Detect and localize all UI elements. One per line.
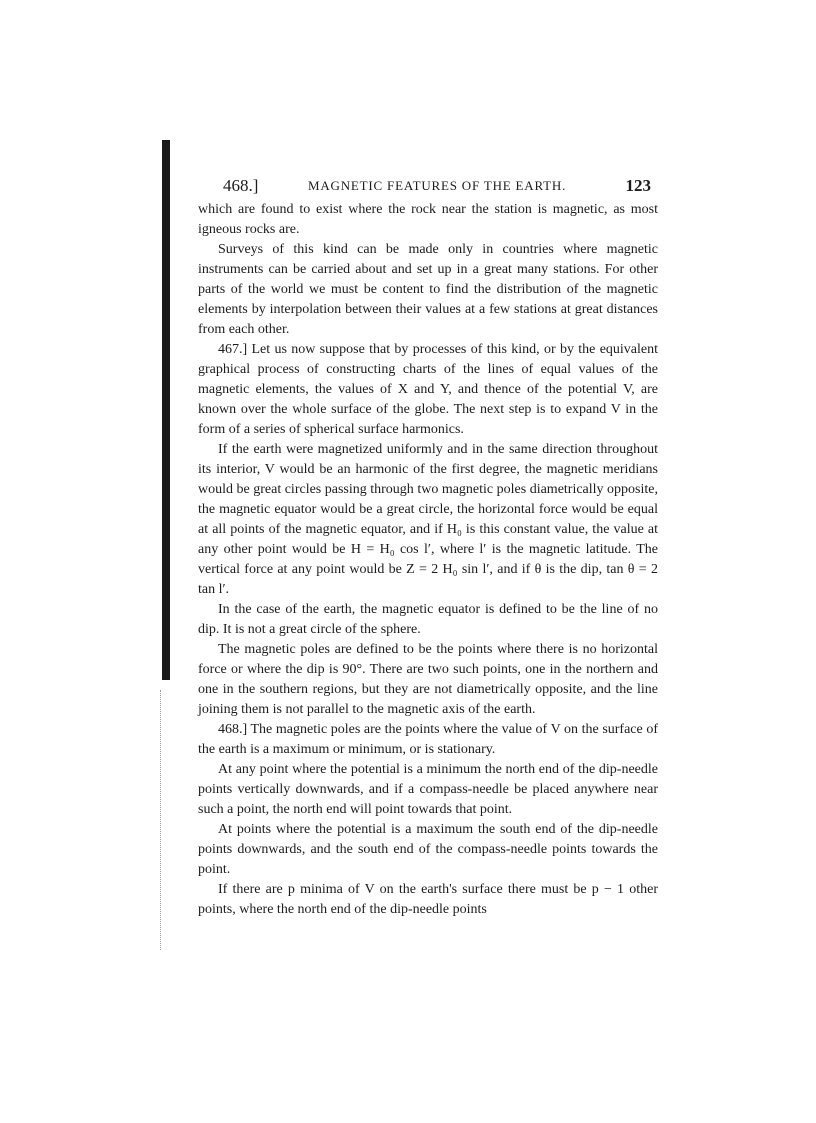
body-text [198, 200, 658, 920]
running-head [198, 172, 658, 200]
paragraph: which are found to exist where the rock near the station is magnetic, as most igneous rocks are. [198, 202, 658, 237]
paragraph: If there are p minima of V on the earth's surface there must be p − 1 other points, where the north end of the dip-needle points [198, 882, 658, 917]
scan-edge-shadow [162, 140, 170, 680]
page-number: 123 [625, 176, 651, 195]
paragraph: Surveys of this kind can be made only in countries where magnetic instruments can be carried about and set up in a great many stations. For other parts of the world we must be content to find the distribution of the magnetic elements by interpolation between their values at a few stations at great distances from each other. [198, 242, 658, 337]
paragraph: If the earth were magnetized uniformly and in the same direction throughout its interior, V would be an harmonic of the first degree, the magnetic meridians would be great circles passing through two magnetic poles diametrically opposite, the magnetic equator would be a great circle, the horizontal force would be equal at all points of the magnetic equator, and if H₀ is this constant value, the value at any other point would be H = H₀ cos l′, where l′ is the magnetic latitude. The vertical force at any point would be Z = 2 H₀ sin l′, and if θ is the dip, tan θ = 2 tan l′. [198, 442, 658, 597]
paragraph: In the case of the earth, the magnetic equator is defined to be the line of no dip. It is not a great circle of the sphere. [198, 602, 658, 637]
paragraph: At any point where the potential is a minimum the north end of the dip-needle points vertically downwards, and if a compass-needle be placed anywhere near such a point, the north end will point towards that point. [198, 762, 658, 817]
paragraph-section-468: 468.] The magnetic poles are the points where the value of V on the surface of the earth is a maximum or minimum, or is stationary. [198, 722, 658, 757]
chapter-title: MAGNETIC FEATURES OF THE EARTH. [308, 178, 567, 193]
book-page [198, 172, 658, 920]
paragraph: The magnetic poles are defined to be the points where there is no horizontal force or where the dip is 90°. There are two such points, one in the northern and one in the southern regions, but they are not diametrically opposite, and the line joining them is not parallel to the magnetic axis of the earth. [198, 642, 658, 717]
scan-margin-dots [160, 690, 162, 950]
paragraph-section-467: 467.] Let us now suppose that by processes of this kind, or by the equivalent graphical process of constructing charts of the lines of equal values of the magnetic elements, the values of X and Y, and thence of the potential V, are known over the whole surface of the globe. The next step is to expand V in the form of a series of spherical surface harmonics. [198, 342, 658, 437]
section-number: 468.] [223, 176, 259, 195]
paragraph: At points where the potential is a maximum the south end of the dip-needle points downwards, and the south end of the compass-needle points towards the point. [198, 822, 658, 877]
